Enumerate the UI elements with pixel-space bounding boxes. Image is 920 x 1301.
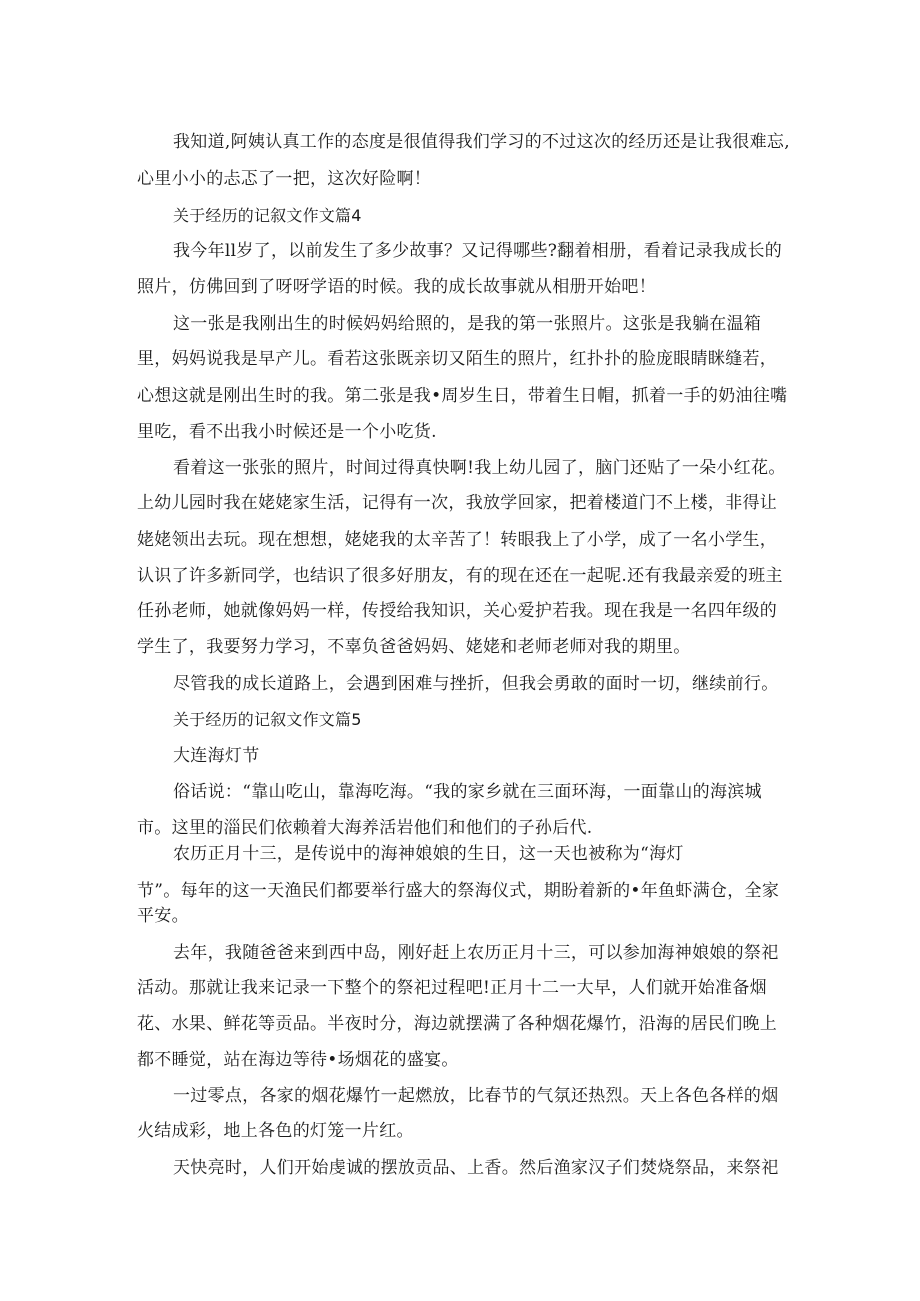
paragraph-line: 一过零点，各家的烟花爆竹一起燃放，比春节的气氛还热烈。天上各色各样的烟	[173, 1086, 779, 1106]
paragraph-line: 学生了，我要努力学习，不辜负爸爸妈妈、姥姥和老师老师对我的期里。	[137, 637, 691, 657]
paragraph-line: 任孙老师，她就像妈妈一样，传授给我知识，关心爱护若我。现在我是一名四年级的	[137, 601, 778, 621]
paragraph-line: 尽管我的成长道路上，会遇到困难与挫折，但我会勇敢的面时一切，继续前行。	[173, 674, 779, 694]
paragraph-line: 上幼儿园时我在姥姥家生活，记得有一次，我放学回家，把着楼道门不上楼，非得让	[137, 493, 778, 513]
paragraph-line: 火结成彩，地上各色的灯笼一片红。	[137, 1121, 414, 1141]
paragraph-line: 姥姥领出去玩。现在想想，姥姥我的太辛苦了！转眼我上了小学，成了一名小学生，	[137, 530, 778, 550]
paragraph-line: 看着这一张张的照片，时间过得真快啊!我上幼儿园了，脑门还贴了一朵小红花。	[173, 458, 786, 478]
paragraph-line: 农历正月十三，是传说中的海神娘娘的生日，这一天也被称为“海灯	[173, 844, 684, 864]
paragraph-line: 节”。每年的这一天渔民们都要举行盛大的祭海仪式，期盼着新的•年鱼虾满仓，全家	[137, 881, 780, 901]
paragraph-line: 活动。那就让我来记录一下整个的祭祀过程吧!正月十二一大早，人们就开始准备烟	[137, 978, 767, 998]
paragraph-line: 去年，我随爸爸来到西中岛，刚好赶上农历正月十三，可以参加海神娘娘的祭祀	[173, 943, 779, 963]
paragraph-line: 俗话说：“靠山吃山，靠海吃海。“我的家乡就在三面环海，一面靠山的海滨城	[173, 782, 762, 802]
paragraph-line: 我今年ll岁了，以前发生了多少故事？又记得哪些?翻着相册，看着记录我成长的	[173, 241, 783, 261]
paragraph-line: 心想这就是刚出生时的我。第二张是我•周岁生日，带着生日帽，抓着一手的奶油往嘴	[137, 386, 788, 406]
section-heading: 关于经历的记叙文作文篇4	[173, 206, 362, 225]
paragraph-line: 照片，仿佛回到了呀呀学语的时候。我的成长故事就从相册开始吧！	[137, 277, 656, 297]
paragraph-line: 里吃，看不出我小时候还是一个小吃货.	[137, 422, 437, 442]
paragraph-line: 都不睡觉，站在海边等待•场烟花的盛宴。	[137, 1050, 459, 1070]
paragraph-line: 天快亮时，人们开始虔诚的摆放贡品、上香。然后渔家汉子们焚烧祭品，来祭祀	[173, 1158, 779, 1178]
paragraph-line: 我知道,阿姨认真工作的态度是很值得我们学习的不过这次的经历还是让我很难忘,	[173, 132, 790, 152]
section-heading: 关于经历的记叙文作文篇5	[173, 710, 362, 729]
article-title: 大连海灯节	[173, 746, 260, 766]
paragraph-line: 这一张是我刚出生的时候妈妈给照的，是我的第一张照片。这张是我躺在温箱	[173, 314, 762, 334]
paragraph-line: 心里小小的忐忑了一把，这次好险啊！	[137, 169, 432, 189]
paragraph-line: 平安。	[137, 906, 189, 926]
paragraph-line: 市。这里的淄民们依赖着大海养活岩他们和他们的子孙后代.	[137, 818, 593, 838]
paragraph-line: 认识了许多新同学，也结识了很多好朋友，有的现在还在一起呢.还有我最亲爱的班主	[137, 566, 783, 586]
paragraph-line: 花、水果、鲜花等贡品。半夜时分，海边就摆满了各种烟花爆竹，沿海的居民们晚上	[137, 1014, 778, 1034]
paragraph-line: 里，妈妈说我是早产儿。看若这张既亲切又陌生的照片，红扑扑的脸庞眼睛眯缝若，	[137, 349, 778, 369]
